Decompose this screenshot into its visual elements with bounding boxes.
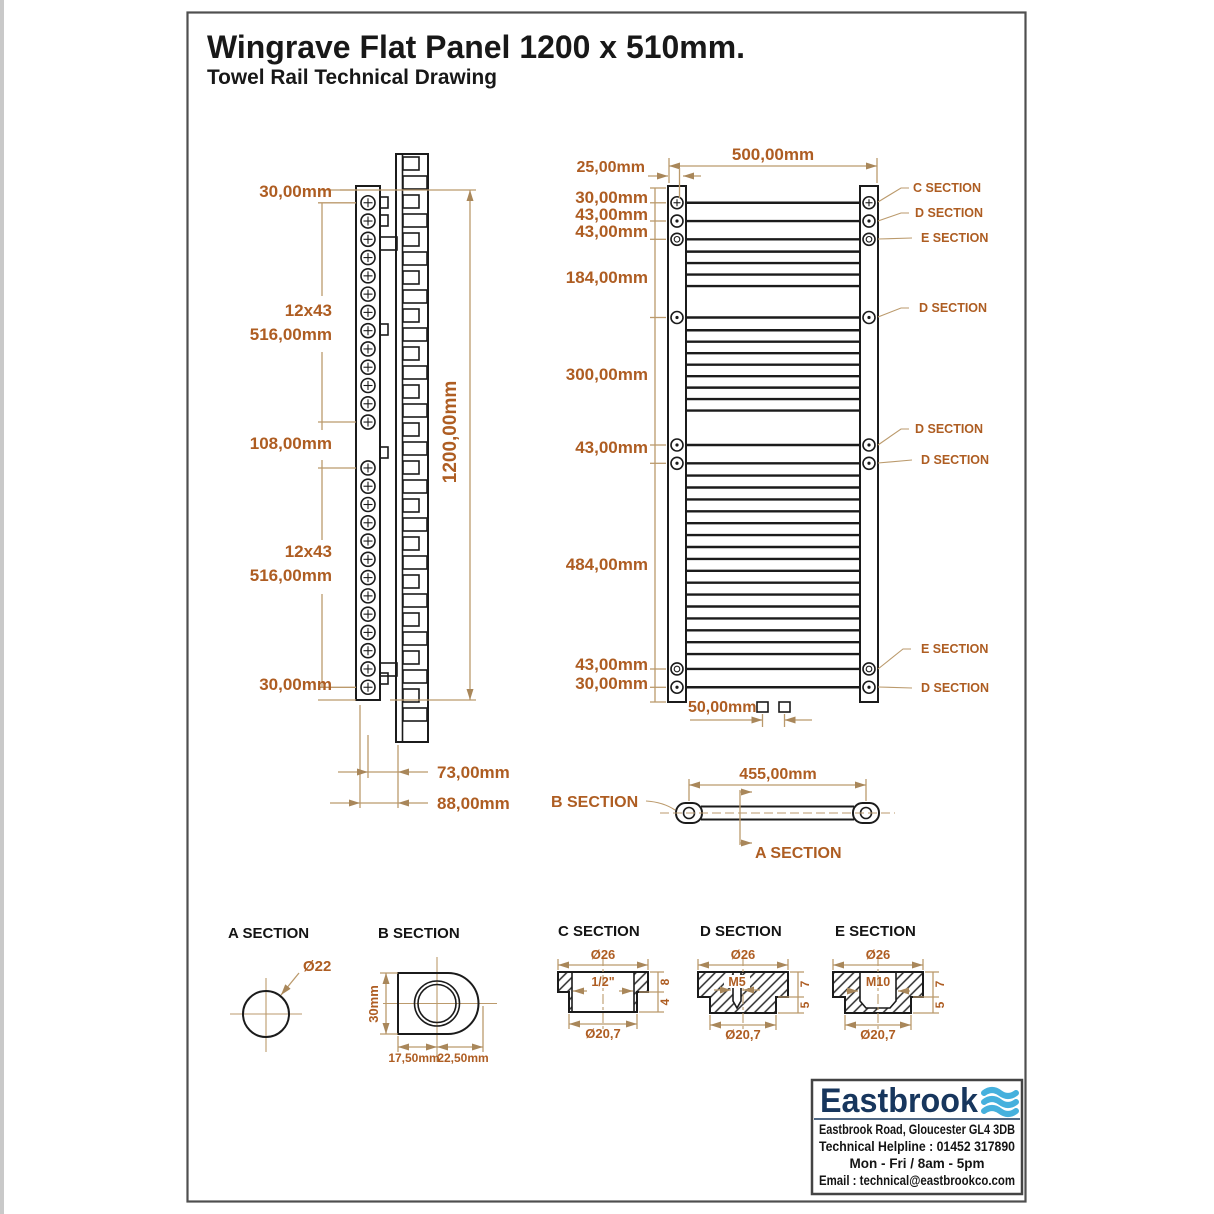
callout-a-section: A SECTION	[755, 845, 842, 862]
dim-section-e-depth-bottom: 5	[933, 1001, 947, 1009]
callout-e-section-2: E SECTION	[921, 642, 989, 656]
brand-wave-icon	[984, 1090, 1016, 1114]
callout-c-section: C SECTION	[913, 181, 982, 195]
dim-section-c-base: Ø20,7	[585, 1026, 621, 1041]
section-a-title: A SECTION	[228, 925, 310, 942]
dim-section-b-offset-right: 22,50mm	[437, 1051, 489, 1065]
dim-front-left-1: 43,00mm	[575, 205, 648, 224]
dim-side-depth-inner: 73,00mm	[437, 763, 510, 782]
dim-section-d-outer: Ø26	[730, 947, 756, 962]
dim-front-left-3: 184,00mm	[565, 268, 648, 287]
dim-section-d-bore: M5	[728, 975, 746, 989]
dim-section-d-base: Ø20,7	[725, 1027, 761, 1042]
callout-d-section-4: D SECTION	[921, 453, 990, 467]
callout-d-section-3: D SECTION	[915, 422, 984, 436]
dim-section-e-depth-top: 7	[933, 980, 947, 988]
dim-plan-length: 455,00mm	[739, 766, 817, 783]
dim-front-width: 500,00mm	[731, 145, 815, 164]
callout-e-section-1: E SECTION	[921, 231, 989, 245]
section-d-title: D SECTION	[700, 923, 782, 940]
brand-logo-text: Eastbrook	[820, 1082, 979, 1120]
dim-section-e-bore: M10	[865, 975, 891, 989]
dim-side-overall-height: 1200,00mm	[440, 380, 461, 484]
callout-d-section-5: D SECTION	[921, 681, 990, 695]
dim-pipe-spacing: 50,00mm	[688, 699, 757, 716]
callout-d-section-1: D SECTION	[915, 206, 984, 220]
dim-section-c-bore: 1/2"	[591, 975, 615, 989]
dim-side-group2-total: 516,00mm	[249, 566, 332, 585]
dim-front-screw-inset: 25,00mm	[576, 159, 645, 176]
brand-helpline: Technical Helpline : 01452 317890	[819, 1139, 1015, 1154]
dim-section-e-base: Ø20,7	[860, 1027, 896, 1042]
dim-front-left-8: 30,00mm	[575, 674, 648, 693]
dim-side-group2-count: 12x43	[284, 542, 332, 561]
brand-address: Eastbrook Road, Gloucester GL4 3DB	[819, 1122, 1016, 1137]
dim-section-c-depth-bottom: 4	[658, 998, 672, 1006]
dim-side-group1-count: 12x43	[284, 301, 332, 320]
dim-section-a-diameter: Ø22	[303, 958, 332, 975]
callout-d-section-2: D SECTION	[919, 301, 988, 315]
brand-hours: Mon - Fri / 8am - 5pm	[849, 1156, 985, 1171]
section-e-title: E SECTION	[835, 923, 916, 940]
dim-front-left-7: 43,00mm	[575, 655, 648, 674]
dim-side-mid-gap: 108,00mm	[249, 434, 332, 453]
brand-email: Email : technical@eastbrookco.com	[819, 1173, 1015, 1188]
brand-box	[812, 1080, 1022, 1194]
section-c-title: C SECTION	[558, 923, 640, 940]
dim-section-b-offset-left: 17,50mm	[388, 1051, 440, 1065]
dim-side-bottom-offset: 30,00mm	[259, 675, 332, 694]
dim-section-b-height: 30mm	[366, 985, 381, 1023]
page-title: Wingrave Flat Panel 1200 x 510mm.	[207, 29, 745, 65]
dim-section-c-depth-top: 8	[658, 978, 672, 986]
dim-side-group1-total: 516,00mm	[249, 325, 332, 344]
dim-section-d-depth-bottom: 5	[798, 1001, 812, 1009]
dim-front-left-0: 30,00mm	[575, 188, 648, 207]
dim-front-left-5: 43,00mm	[575, 438, 648, 457]
dim-front-left-6: 484,00mm	[565, 555, 648, 574]
dim-section-d-depth-top: 7	[798, 980, 812, 988]
dim-front-left-4: 300,00mm	[565, 365, 648, 384]
section-b-title: B SECTION	[378, 925, 460, 942]
dim-side-depth-overall: 88,00mm	[437, 794, 510, 813]
dim-section-e-outer: Ø26	[865, 947, 891, 962]
dim-section-c-outer: Ø26	[590, 947, 616, 962]
dim-front-left-2: 43,00mm	[575, 222, 648, 241]
callout-b-section: B SECTION	[551, 794, 639, 811]
page-subtitle: Towel Rail Technical Drawing	[207, 66, 497, 89]
window-edge	[0, 0, 4, 1214]
dim-side-top-offset: 30,00mm	[259, 182, 332, 201]
